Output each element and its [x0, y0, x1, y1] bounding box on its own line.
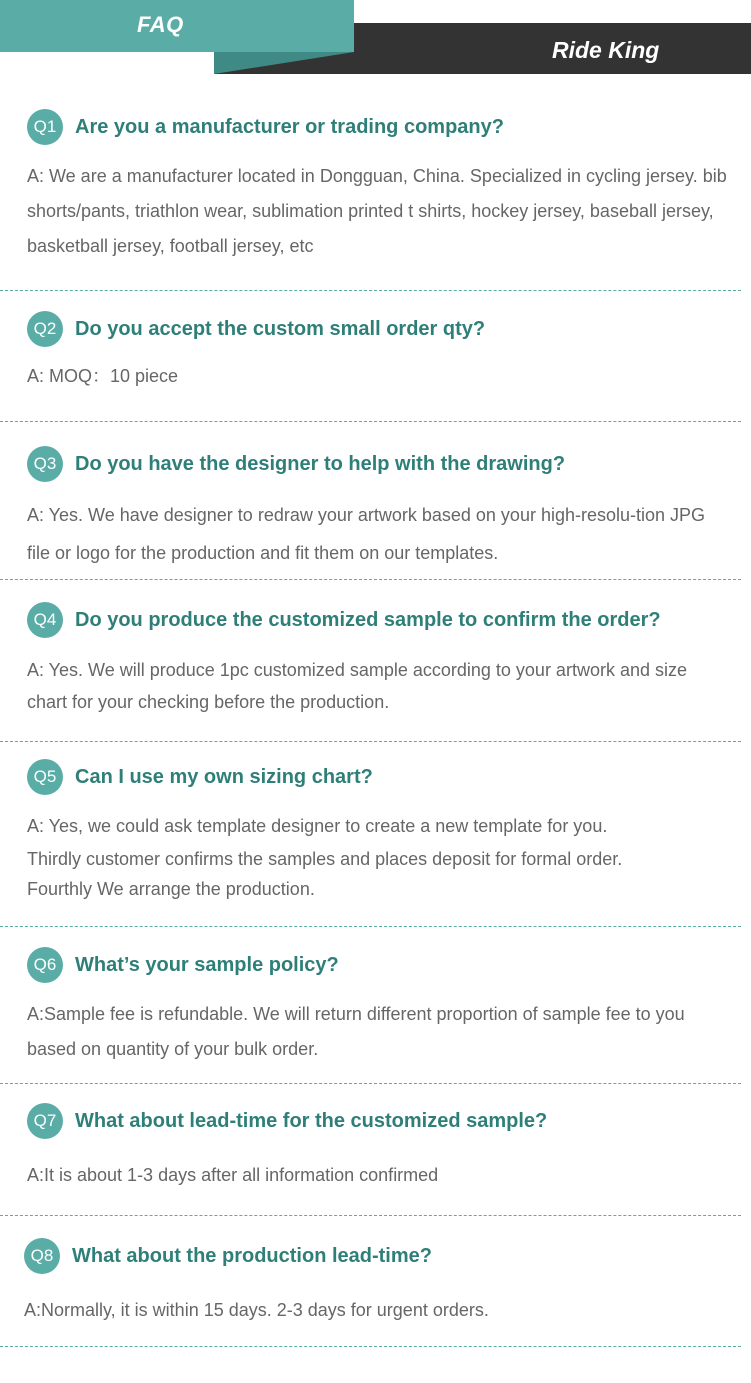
faq-question-1	[27, 109, 504, 145]
faq-question-2	[27, 311, 485, 347]
divider	[0, 579, 741, 580]
question-text: Do you accept the custom small order qty?	[75, 317, 486, 340]
faq-question-8	[24, 1238, 432, 1274]
question-badge: Q4	[27, 602, 63, 638]
brand-name: Ride King	[552, 37, 660, 63]
question-text: What about the production lead-time?	[72, 1244, 432, 1267]
divider	[0, 1346, 741, 1347]
divider	[0, 1083, 741, 1084]
faq-answer-4: A: Yes. We will produce 1pc customized sample according to your artwork and size chart for your checking before the production.	[27, 660, 687, 712]
faq-question-7	[27, 1103, 547, 1139]
answer-line: Fourthly We arrange the production.	[27, 879, 315, 899]
answer-line: Thirdly customer confirms the samples and places deposit for formal order.	[27, 849, 623, 869]
question-text: Are you a manufacturer or trading company?	[75, 115, 504, 138]
question-text: Do you have the designer to help with the drawing?	[75, 452, 566, 475]
question-badge: Q5	[27, 759, 63, 795]
faq-question-6	[27, 947, 339, 983]
faq-title: FAQ	[137, 12, 184, 37]
answer-line: A: Yes, we could ask template designer to create a new template for you.	[27, 816, 608, 836]
divider	[0, 421, 741, 422]
question-badge: Q1	[27, 109, 63, 145]
faq-answer-2: A: MOQ：10 piece	[27, 366, 179, 386]
question-text: What’s your sample policy?	[75, 953, 339, 976]
question-badge: Q6	[27, 947, 63, 983]
faq-answer-7: A:It is about 1-3 days after all information confirmed	[27, 1165, 439, 1185]
divider	[0, 926, 741, 927]
question-text: Do you produce the customized sample to confirm the order?	[75, 608, 661, 631]
question-text: Can I use my own sizing chart?	[75, 765, 373, 788]
faq-answer-6: A:Sample fee is refundable. We will return different proportion of sample fee to you based on quantity of your bulk order.	[27, 1004, 685, 1059]
faq-answer-5	[27, 811, 727, 902]
question-badge: Q3	[27, 446, 63, 482]
faq-question-5	[27, 759, 373, 795]
divider	[0, 290, 741, 291]
faq-answer-1: A: We are a manufacturer located in Dongguan, China. Specialized in cycling jersey. bib shorts/pants, triathlon wear, sublimation printed t shirts, hockey jersey, baseball jersey, basketball jersey, football jersey, etc	[27, 166, 727, 256]
faq-question-3	[27, 446, 565, 482]
question-badge: Q2	[27, 311, 63, 347]
faq-question-4	[27, 602, 661, 638]
divider	[0, 1215, 741, 1216]
question-badge: Q8	[24, 1238, 60, 1274]
faq-answer-8: A:Normally, it is within 15 days. 2-3 days for urgent orders.	[24, 1300, 489, 1320]
faq-answer-3: A: Yes. We have designer to redraw your artwork based on your high-resolu-tion JPG file or logo for the production and fit them on our templates.	[27, 505, 706, 563]
divider	[0, 741, 741, 742]
question-badge: Q7	[27, 1103, 63, 1139]
faq-header	[0, 0, 751, 76]
question-text: What about lead-time for the customized sample?	[75, 1109, 548, 1132]
